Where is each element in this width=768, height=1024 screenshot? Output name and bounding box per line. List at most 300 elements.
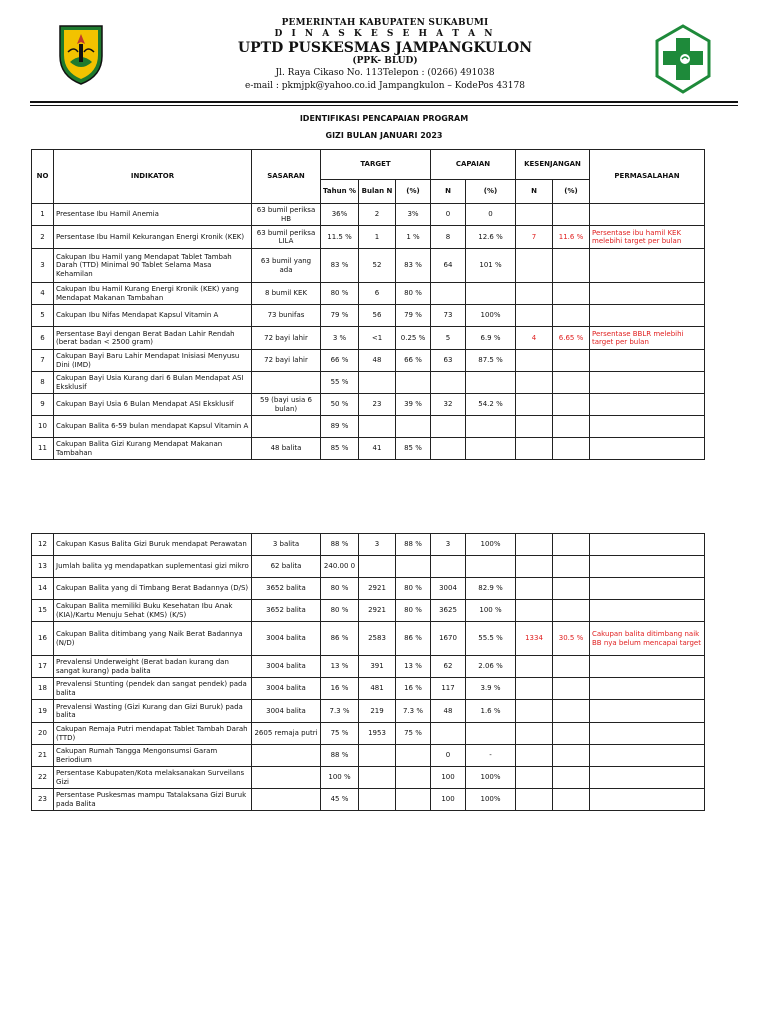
table-row xyxy=(32,556,705,578)
row-capaian-pct: 100% xyxy=(466,534,516,556)
col-sasaran: SASARAN xyxy=(252,150,321,204)
row-kesenjangan-pct xyxy=(553,556,590,578)
row-no: 14 xyxy=(32,578,54,600)
row-capaian-n: 0 xyxy=(431,745,466,767)
row-target-bulan: 391 xyxy=(359,656,396,678)
row-sasaran xyxy=(252,416,321,438)
row-capaian-pct: 100% xyxy=(466,789,516,811)
row-target-bulan: 2921 xyxy=(359,600,396,622)
row-indikator: Persentase Bayi dengan Berat Badan Lahir Rendah (berat badan < 2500 gram) xyxy=(54,327,252,350)
row-permasalahan xyxy=(590,204,705,226)
row-permasalahan xyxy=(590,556,705,578)
row-permasalahan xyxy=(590,578,705,600)
col-permasalahan: PERMASALAHAN xyxy=(590,150,705,204)
row-sasaran: 62 balita xyxy=(252,556,321,578)
table-row xyxy=(32,226,705,249)
row-permasalahan xyxy=(590,305,705,327)
row-target-tahun: 13 % xyxy=(321,656,359,678)
row-permasalahan xyxy=(590,350,705,372)
row-kesenjangan-pct xyxy=(553,394,590,416)
row-indikator: Cakupan Bayi Usia 6 Bulan Mendapat ASI Eksklusif xyxy=(54,394,252,416)
row-capaian-pct xyxy=(466,416,516,438)
row-target-pct: 3% xyxy=(396,204,431,226)
row-kesenjangan-n xyxy=(516,600,553,622)
col-no: NO xyxy=(32,150,54,204)
row-sasaran: 3652 balita xyxy=(252,600,321,622)
row-target-bulan: <1 xyxy=(359,327,396,350)
row-no: 11 xyxy=(32,438,54,460)
row-no: 8 xyxy=(32,372,54,394)
row-capaian-pct: - xyxy=(466,745,516,767)
row-no: 4 xyxy=(32,283,54,305)
row-capaian-n: 3004 xyxy=(431,578,466,600)
row-indikator: Persentase Kabupaten/Kota melaksanakan Surveilans Gizi xyxy=(54,767,252,789)
header-contact: e-mail : pkmjpk@yahoo.co.id Jampangkulon – KodePos 43178 xyxy=(245,81,525,91)
row-target-tahun: 89 % xyxy=(321,416,359,438)
row-kesenjangan-pct xyxy=(553,372,590,394)
row-target-tahun: 7.3 % xyxy=(321,700,359,723)
row-target-pct xyxy=(396,372,431,394)
indicator-table-2 xyxy=(31,533,705,811)
table-row xyxy=(32,249,705,283)
row-target-tahun: 80 % xyxy=(321,600,359,622)
row-capaian-n: 0 xyxy=(431,204,466,226)
row-kesenjangan-pct: 11.6 % xyxy=(553,226,590,249)
row-indikator: Presentase Ibu Hamil Anemia xyxy=(54,204,252,226)
row-indikator: Cakupan Bayi Usia Kurang dari 6 Bulan Mendapat ASI Eksklusif xyxy=(54,372,252,394)
row-sasaran: 3 balita xyxy=(252,534,321,556)
row-capaian-n: 3 xyxy=(431,534,466,556)
row-target-bulan: 2 xyxy=(359,204,396,226)
row-indikator: Cakupan Bayi Baru Lahir Mendapat Inisiasi Menyusu Dini (IMD) xyxy=(54,350,252,372)
row-capaian-n xyxy=(431,283,466,305)
table-row xyxy=(32,438,705,460)
col-kesenjangan-pct: (%) xyxy=(553,180,590,204)
row-no: 9 xyxy=(32,394,54,416)
header-department: D I N A S K E S E H A T A N xyxy=(274,29,496,39)
row-capaian-n: 32 xyxy=(431,394,466,416)
col-indikator: INDIKATOR xyxy=(54,150,252,204)
row-target-tahun: 45 % xyxy=(321,789,359,811)
table-row xyxy=(32,372,705,394)
row-permasalahan xyxy=(590,416,705,438)
row-sasaran: 2605 remaja putri xyxy=(252,723,321,745)
row-target-bulan: 23 xyxy=(359,394,396,416)
row-indikator: Cakupan Balita ditimbang yang Naik Berat Badannya (N/D) xyxy=(54,622,252,656)
row-target-bulan: 6 xyxy=(359,283,396,305)
row-permasalahan: Persentase ibu hamil KEK melebihi target per bulan xyxy=(590,226,705,249)
row-target-bulan: 41 xyxy=(359,438,396,460)
table-row xyxy=(32,204,705,226)
header-status: (PPK- BLUD) xyxy=(352,56,418,66)
row-permasalahan: Persentase BBLR melebihi target per bulan xyxy=(590,327,705,350)
row-no: 20 xyxy=(32,723,54,745)
row-permasalahan xyxy=(590,394,705,416)
row-target-tahun: 85 % xyxy=(321,438,359,460)
row-target-bulan: 48 xyxy=(359,350,396,372)
row-target-pct: 88 % xyxy=(396,534,431,556)
row-kesenjangan-pct xyxy=(553,767,590,789)
row-kesenjangan-pct xyxy=(553,656,590,678)
row-no: 23 xyxy=(32,789,54,811)
row-indikator: Cakupan Balita memiliki Buku Kesehatan Ibu Anak (KIA)/Kartu Menuju Sehat (KMS) (K/S) xyxy=(54,600,252,622)
row-indikator: Prevalensi Underweight (Berat badan kurang dan sangat kurang) pada balita xyxy=(54,656,252,678)
row-indikator: Jumlah balita yg mendapatkan suplementasi gizi mikro xyxy=(54,556,252,578)
col-target-pct: (%) xyxy=(396,180,431,204)
row-kesenjangan-n xyxy=(516,416,553,438)
row-sasaran: 63 bumil periksa HB xyxy=(252,204,321,226)
row-sasaran: 48 balita xyxy=(252,438,321,460)
row-kesenjangan-n xyxy=(516,372,553,394)
row-target-pct xyxy=(396,556,431,578)
row-kesenjangan-n: 4 xyxy=(516,327,553,350)
row-sasaran: 63 bumil yang ada xyxy=(252,249,321,283)
row-target-pct: 85 % xyxy=(396,438,431,460)
row-no: 6 xyxy=(32,327,54,350)
row-kesenjangan-n xyxy=(516,656,553,678)
table-row xyxy=(32,327,705,350)
row-no: 12 xyxy=(32,534,54,556)
table-row xyxy=(32,745,705,767)
row-kesenjangan-pct xyxy=(553,578,590,600)
row-no: 22 xyxy=(32,767,54,789)
row-capaian-pct: 1.6 % xyxy=(466,700,516,723)
row-target-pct xyxy=(396,416,431,438)
table-row xyxy=(32,600,705,622)
row-indikator: Prevalensi Wasting (Gizi Kurang dan Gizi Buruk) pada balita xyxy=(54,700,252,723)
col-kesenjangan-n: N xyxy=(516,180,553,204)
table-row xyxy=(32,622,705,656)
header-address: Jl. Raya Cikaso No. 113Telepon : (0266) 491038 xyxy=(275,68,495,78)
row-sasaran: 59 (bayi usia 6 bulan) xyxy=(252,394,321,416)
row-capaian-n: 1670 xyxy=(431,622,466,656)
row-kesenjangan-n xyxy=(516,204,553,226)
col-capaian: CAPAIAN xyxy=(431,150,516,180)
row-capaian-pct: 2.06 % xyxy=(466,656,516,678)
table-row xyxy=(32,700,705,723)
row-target-tahun: 3 % xyxy=(321,327,359,350)
row-capaian-pct: 6.9 % xyxy=(466,327,516,350)
row-permasalahan xyxy=(590,767,705,789)
table-row xyxy=(32,678,705,700)
row-kesenjangan-pct xyxy=(553,283,590,305)
row-capaian-n: 73 xyxy=(431,305,466,327)
col-kesenjangan: KESENJANGAN xyxy=(516,150,590,180)
row-kesenjangan-pct xyxy=(553,438,590,460)
row-target-pct xyxy=(396,789,431,811)
row-kesenjangan-pct xyxy=(553,678,590,700)
row-kesenjangan-n xyxy=(516,678,553,700)
row-target-pct: 13 % xyxy=(396,656,431,678)
row-indikator: Cakupan Kasus Balita Gizi Buruk mendapat Perawatan xyxy=(54,534,252,556)
row-sasaran xyxy=(252,745,321,767)
table-row xyxy=(32,305,705,327)
row-no: 18 xyxy=(32,678,54,700)
row-sasaran: 72 bayi lahir xyxy=(252,327,321,350)
row-target-pct: 86 % xyxy=(396,622,431,656)
row-sasaran: 63 bumil periksa LILA xyxy=(252,226,321,249)
row-sasaran: 72 bayi lahir xyxy=(252,350,321,372)
row-kesenjangan-n xyxy=(516,578,553,600)
row-target-tahun: 75 % xyxy=(321,723,359,745)
report-subtitle: GIZI BULAN JANUARI 2023 xyxy=(325,131,443,140)
row-target-tahun: 66 % xyxy=(321,350,359,372)
row-no: 17 xyxy=(32,656,54,678)
row-target-bulan xyxy=(359,372,396,394)
row-permasalahan xyxy=(590,600,705,622)
row-permasalahan xyxy=(590,283,705,305)
row-target-tahun: 88 % xyxy=(321,745,359,767)
row-capaian-pct xyxy=(466,438,516,460)
row-capaian-n: 5 xyxy=(431,327,466,350)
puskesmas-cross-logo-icon xyxy=(654,24,712,96)
row-capaian-n xyxy=(431,556,466,578)
row-indikator: Cakupan Balita Gizi Kurang Mendapat Makanan Tambahan xyxy=(54,438,252,460)
row-kesenjangan-n xyxy=(516,305,553,327)
row-capaian-n: 8 xyxy=(431,226,466,249)
row-target-tahun: 86 % xyxy=(321,622,359,656)
row-target-tahun: 50 % xyxy=(321,394,359,416)
header-government: PEMERINTAH KABUPATEN SUKABUMI xyxy=(281,18,489,28)
row-permasalahan xyxy=(590,745,705,767)
row-target-pct: 80 % xyxy=(396,600,431,622)
row-sasaran: 73 bunifas xyxy=(252,305,321,327)
row-target-bulan: 2583 xyxy=(359,622,396,656)
row-sasaran: 3004 balita xyxy=(252,622,321,656)
row-capaian-n xyxy=(431,438,466,460)
row-capaian-pct: 0 xyxy=(466,204,516,226)
row-target-bulan: 52 xyxy=(359,249,396,283)
row-target-tahun: 80 % xyxy=(321,283,359,305)
row-indikator: Cakupan Remaja Putri mendapat Tablet Tambah Darah (TTD) xyxy=(54,723,252,745)
row-target-pct: 0.25 % xyxy=(396,327,431,350)
row-target-pct: 39 % xyxy=(396,394,431,416)
row-target-tahun: 88 % xyxy=(321,534,359,556)
row-permasalahan xyxy=(590,372,705,394)
row-sasaran: 3004 balita xyxy=(252,656,321,678)
row-target-bulan: 3 xyxy=(359,534,396,556)
row-kesenjangan-n: 1334 xyxy=(516,622,553,656)
row-no: 5 xyxy=(32,305,54,327)
row-kesenjangan-pct xyxy=(553,249,590,283)
row-target-tahun: 55 % xyxy=(321,372,359,394)
row-kesenjangan-n xyxy=(516,283,553,305)
row-capaian-pct: 55.5 % xyxy=(466,622,516,656)
row-kesenjangan-n: 7 xyxy=(516,226,553,249)
row-capaian-pct: 87.5 % xyxy=(466,350,516,372)
row-kesenjangan-pct xyxy=(553,416,590,438)
table-row xyxy=(32,578,705,600)
row-capaian-pct: 100% xyxy=(466,767,516,789)
row-permasalahan: Cakupan balita ditimbang naik BB nya belum mencapai target xyxy=(590,622,705,656)
row-indikator: Cakupan Ibu Nifas Mendapat Kapsul Vitamin A xyxy=(54,305,252,327)
row-no: 3 xyxy=(32,249,54,283)
row-capaian-pct: 3.9 % xyxy=(466,678,516,700)
row-permasalahan xyxy=(590,249,705,283)
row-sasaran xyxy=(252,789,321,811)
row-no: 16 xyxy=(32,622,54,656)
row-kesenjangan-n xyxy=(516,249,553,283)
row-kesenjangan-pct xyxy=(553,305,590,327)
row-kesenjangan-pct xyxy=(553,789,590,811)
row-kesenjangan-pct xyxy=(553,700,590,723)
row-capaian-n: 100 xyxy=(431,767,466,789)
row-indikator: Prevalensi Stunting (pendek dan sangat pendek) pada balita xyxy=(54,678,252,700)
row-capaian-pct: 101 % xyxy=(466,249,516,283)
row-indikator: Persentase Ibu Hamil Kekurangan Energi Kronik (KEK) xyxy=(54,226,252,249)
row-target-bulan xyxy=(359,745,396,767)
table-row xyxy=(32,283,705,305)
table-row xyxy=(32,534,705,556)
report-title: IDENTIFIKASI PENCAPAIAN PROGRAM xyxy=(299,114,469,123)
row-target-tahun: 36% xyxy=(321,204,359,226)
indicator-table-1 xyxy=(31,149,705,460)
header-rule-thin xyxy=(30,105,738,106)
row-sasaran xyxy=(252,767,321,789)
row-capaian-pct: 100 % xyxy=(466,600,516,622)
col-capaian-n: N xyxy=(431,180,466,204)
row-target-pct: 75 % xyxy=(396,723,431,745)
row-kesenjangan-n xyxy=(516,394,553,416)
row-target-tahun: 16 % xyxy=(321,678,359,700)
row-indikator: Cakupan Ibu Hamil Kurang Energi Kronik (KEK) yang Mendapat Makanan Tambahan xyxy=(54,283,252,305)
row-capaian-n: 100 xyxy=(431,789,466,811)
row-capaian-n: 3625 xyxy=(431,600,466,622)
row-kesenjangan-n xyxy=(516,700,553,723)
row-target-bulan: 219 xyxy=(359,700,396,723)
row-target-tahun: 240.00 0 xyxy=(321,556,359,578)
row-sasaran: 3004 balita xyxy=(252,700,321,723)
row-kesenjangan-pct: 30.5 % xyxy=(553,622,590,656)
row-sasaran: 3004 balita xyxy=(252,678,321,700)
row-target-bulan xyxy=(359,767,396,789)
col-target-bulan: Bulan N xyxy=(359,180,396,204)
row-kesenjangan-pct xyxy=(553,745,590,767)
row-capaian-n: 63 xyxy=(431,350,466,372)
row-capaian-pct: 100% xyxy=(466,305,516,327)
row-target-bulan: 1 xyxy=(359,226,396,249)
row-permasalahan xyxy=(590,656,705,678)
row-no: 21 xyxy=(32,745,54,767)
row-capaian-pct xyxy=(466,556,516,578)
table-row xyxy=(32,350,705,372)
row-indikator: Cakupan Ibu Hamil yang Mendapat Tablet Tambah Darah (TTD) Minimal 90 Tablet Selama Masa Kehamilan xyxy=(54,249,252,283)
row-target-pct: 16 % xyxy=(396,678,431,700)
row-kesenjangan-pct xyxy=(553,723,590,745)
row-kesenjangan-n xyxy=(516,745,553,767)
row-no: 15 xyxy=(32,600,54,622)
row-kesenjangan-pct xyxy=(553,204,590,226)
row-sasaran xyxy=(252,372,321,394)
row-permasalahan xyxy=(590,789,705,811)
header-institution: UPTD PUSKESMAS JAMPANGKULON xyxy=(237,40,533,56)
row-capaian-n: 48 xyxy=(431,700,466,723)
row-target-bulan xyxy=(359,416,396,438)
row-no: 1 xyxy=(32,204,54,226)
row-kesenjangan-pct xyxy=(553,350,590,372)
row-kesenjangan-pct: 6.65 % xyxy=(553,327,590,350)
row-target-tahun: 11.5 % xyxy=(321,226,359,249)
row-permasalahan xyxy=(590,700,705,723)
table-row xyxy=(32,656,705,678)
row-sasaran: 3652 balita xyxy=(252,578,321,600)
row-capaian-pct xyxy=(466,372,516,394)
row-capaian-n: 64 xyxy=(431,249,466,283)
row-kesenjangan-n xyxy=(516,723,553,745)
row-capaian-pct xyxy=(466,723,516,745)
header-rule-thick xyxy=(30,101,738,103)
row-kesenjangan-pct xyxy=(553,534,590,556)
row-target-bulan xyxy=(359,556,396,578)
row-target-pct: 80 % xyxy=(396,578,431,600)
row-target-tahun: 80 % xyxy=(321,578,359,600)
row-kesenjangan-n xyxy=(516,438,553,460)
row-kesenjangan-n xyxy=(516,534,553,556)
row-indikator: Cakupan Balita yang di Timbang Berat Badannya (D/S) xyxy=(54,578,252,600)
row-capaian-n xyxy=(431,372,466,394)
row-capaian-n xyxy=(431,416,466,438)
row-target-pct xyxy=(396,745,431,767)
row-no: 13 xyxy=(32,556,54,578)
row-capaian-pct: 54.2 % xyxy=(466,394,516,416)
row-no: 19 xyxy=(32,700,54,723)
row-capaian-pct xyxy=(466,283,516,305)
col-target-tahun: Tahun % xyxy=(321,180,359,204)
row-permasalahan xyxy=(590,723,705,745)
row-target-bulan xyxy=(359,789,396,811)
row-target-bulan: 481 xyxy=(359,678,396,700)
row-target-tahun: 83 % xyxy=(321,249,359,283)
row-capaian-pct: 82.9 % xyxy=(466,578,516,600)
row-capaian-n xyxy=(431,723,466,745)
row-permasalahan xyxy=(590,534,705,556)
col-capaian-pct: (%) xyxy=(466,180,516,204)
row-indikator: Persentase Puskesmas mampu Tatalaksana Gizi Buruk pada Balita xyxy=(54,789,252,811)
row-target-pct: 79 % xyxy=(396,305,431,327)
row-kesenjangan-n xyxy=(516,789,553,811)
row-no: 10 xyxy=(32,416,54,438)
row-kesenjangan-pct xyxy=(553,600,590,622)
row-permasalahan xyxy=(590,438,705,460)
row-indikator: Cakupan Balita 6-59 bulan mendapat Kapsul Vitamin A xyxy=(54,416,252,438)
table-row xyxy=(32,789,705,811)
table-row xyxy=(32,767,705,789)
row-permasalahan xyxy=(590,678,705,700)
row-target-pct: 1 % xyxy=(396,226,431,249)
row-target-pct: 83 % xyxy=(396,249,431,283)
letterhead xyxy=(0,0,768,108)
row-target-bulan: 56 xyxy=(359,305,396,327)
row-target-pct: 66 % xyxy=(396,350,431,372)
row-kesenjangan-n xyxy=(516,767,553,789)
row-no: 2 xyxy=(32,226,54,249)
table-row xyxy=(32,723,705,745)
table-row xyxy=(32,394,705,416)
row-capaian-n: 62 xyxy=(431,656,466,678)
table-row xyxy=(32,416,705,438)
row-capaian-pct: 12.6 % xyxy=(466,226,516,249)
row-target-tahun: 79 % xyxy=(321,305,359,327)
row-target-bulan: 2921 xyxy=(359,578,396,600)
row-target-pct: 7.3 % xyxy=(396,700,431,723)
row-target-tahun: 100 % xyxy=(321,767,359,789)
row-sasaran: 8 bumil KEK xyxy=(252,283,321,305)
row-capaian-n: 117 xyxy=(431,678,466,700)
row-target-pct: 80 % xyxy=(396,283,431,305)
row-target-bulan: 1953 xyxy=(359,723,396,745)
row-kesenjangan-n xyxy=(516,556,553,578)
row-no: 7 xyxy=(32,350,54,372)
